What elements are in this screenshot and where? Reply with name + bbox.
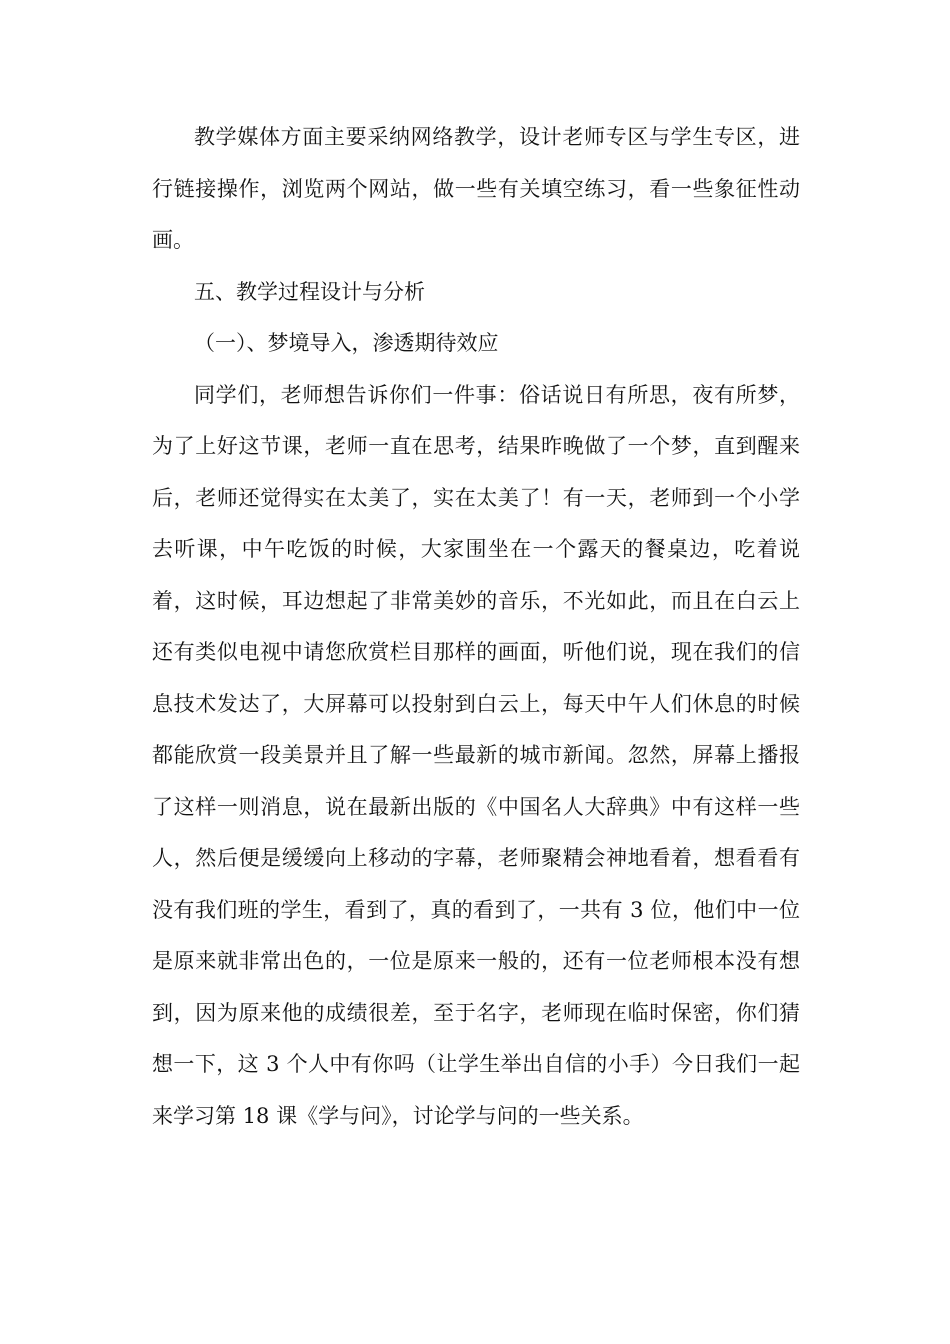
subsection-heading: （一）、梦境导入，渗透期待效应 [194, 331, 499, 355]
section-heading: 五、教学过程设计与分析 [194, 279, 425, 304]
document-body [152, 112, 800, 1142]
paragraph-dream-intro: 同学们，老师想告诉你们一件事：俗话说日有所思，夜有所梦，为了上好这节课，老师一直在思考，结果昨晚做了一个梦，直到醒来后，老师还觉得实在太美了，实在太美了！有一天，老师到一个小学去听课，中午吃饭的时候，大家围坐在一个露天的餐桌边，吃着说着，这时候，耳边想起了非常美妙的音乐，不光如此，而且在白云上还有类似电视中请您欣赏栏目那样的画面，听他们说，现在我们的信息技术发达了，大屏幕可以投射到白云上，每天中午人们休息的时候都能欣赏一段美景并且了解一些最新的城市新闻。忽然，屏幕上播报了这样一则消息，说在最新出版的《中国名人大辞典》中有这样一些人，然后便是缓缓向上移动的字幕，老师聚精会神地看着，想看看有没有我们班的学生，看到了，真的看到了，一共有 3 位，他们中一位是原来就非常出色的，一位是原来一般的，还有一位老师根本没有想到，因为原来他的成绩很差，至于名字，老师现在临时保密，你们猜想一下，这 3 个人中有你吗（让学生举出自信的小手）今日我们一起来学习第 18 课《学与问》，讨论学与问的一些关系。 [152, 382, 800, 1128]
paragraph-media: 教学媒体方面主要采纳网络教学，设计老师专区与学生专区，进行链接操作，浏览两个网站，做一些有关填空练习，看一些象征性动画。 [152, 125, 800, 252]
